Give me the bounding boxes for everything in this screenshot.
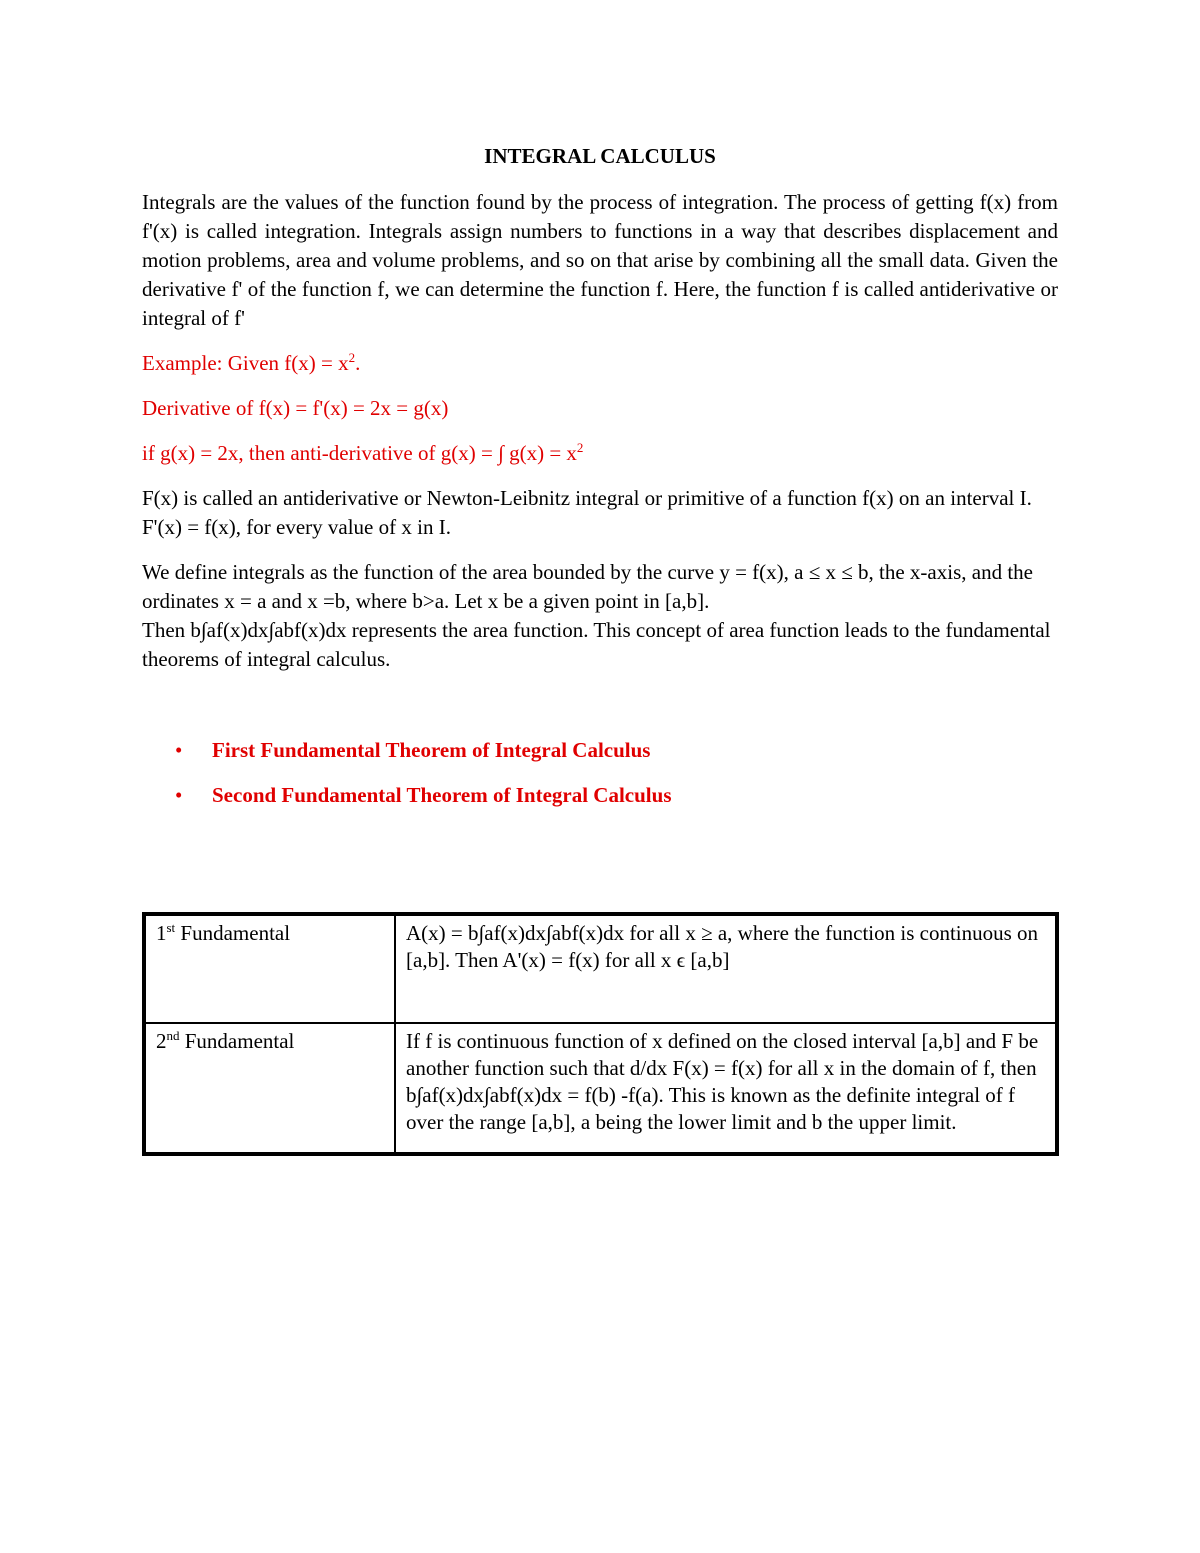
fundamental-theorems-table [142,912,1059,1156]
theorem-list [142,736,1058,809]
table-row [144,914,1057,1023]
table-row [144,1023,1057,1154]
table-cell-label: 1st Fundamental [144,914,395,1023]
table-cell-text: If f is continuous function of x defined on the closed interval [a,b] and F be another function such that d/dx F(x) = f(x) for all x in the domain of f, then b∫af(x)dx∫abf(x)dx = f(b) -f(a). This is known as the definite integral of f over the range [a,b], a being the lower limit and b the upper limit. [395,1023,1057,1154]
intro-paragraph: Integrals are the values of the function found by the process of integration. The process of getting f(x) from f'(x) is called integration. Integrals assign numbers to functions in a way that describes displacement and motion problems, area and volume problems, and so on that arise by combining all the small data. Given the derivative f' of the function f, we can determine the function f. Here, the function f is called antiderivative or integral of f' [142,190,1058,330]
document-body [142,142,1058,826]
area-definition-2: Then b∫af(x)dx∫abf(x)dx represents the area function. This concept of area function leads to the fundamental theorems of integral calculus. [142,618,1051,671]
antiderivative-definition: F(x) is called an antiderivative or Newton-Leibnitz integral or primitive of a function f(x) on an interval I. F'(x) = f(x), for every value of x in I. [142,486,1032,539]
page-title: INTEGRAL CALCULUS [484,144,716,168]
bullet-icon: • [175,738,183,762]
example-block [142,349,1058,468]
exponent: 2 [576,440,584,455]
list-item: • First Fundamental Theorem of Integral Calculus [175,738,651,762]
table-cell-label: 2nd Fundamental [144,1023,395,1154]
list-item: • Second Fundamental Theorem of Integral Calculus [175,783,672,807]
table-cell-text: A(x) = b∫af(x)dx∫abf(x)dx for all x ≥ a, where the function is continuous on [a,b]. Then A'(x) = f(x) for all x ϵ [a,b] [395,914,1057,1023]
bullet-icon: • [175,783,183,807]
example-line-1: Example: Given $f(x) = x^2$. [142,350,361,375]
example-line-3: if g(x) = 2x, then anti-derivative of g(x) = ∫ $g(x) = x^2$ [142,440,584,465]
example-line-2: Derivative of f(x) = f'(x) = 2x = g(x) [142,396,449,420]
exponent: 2 [348,350,356,365]
area-definition-1: We define integrals as the function of the area bounded by the curve y = f(x), a ≤ x ≤ b, the x-axis, and the ordinates x = a and x =b, where b>a. Let x be a given point in [a,b]. [142,560,1033,613]
